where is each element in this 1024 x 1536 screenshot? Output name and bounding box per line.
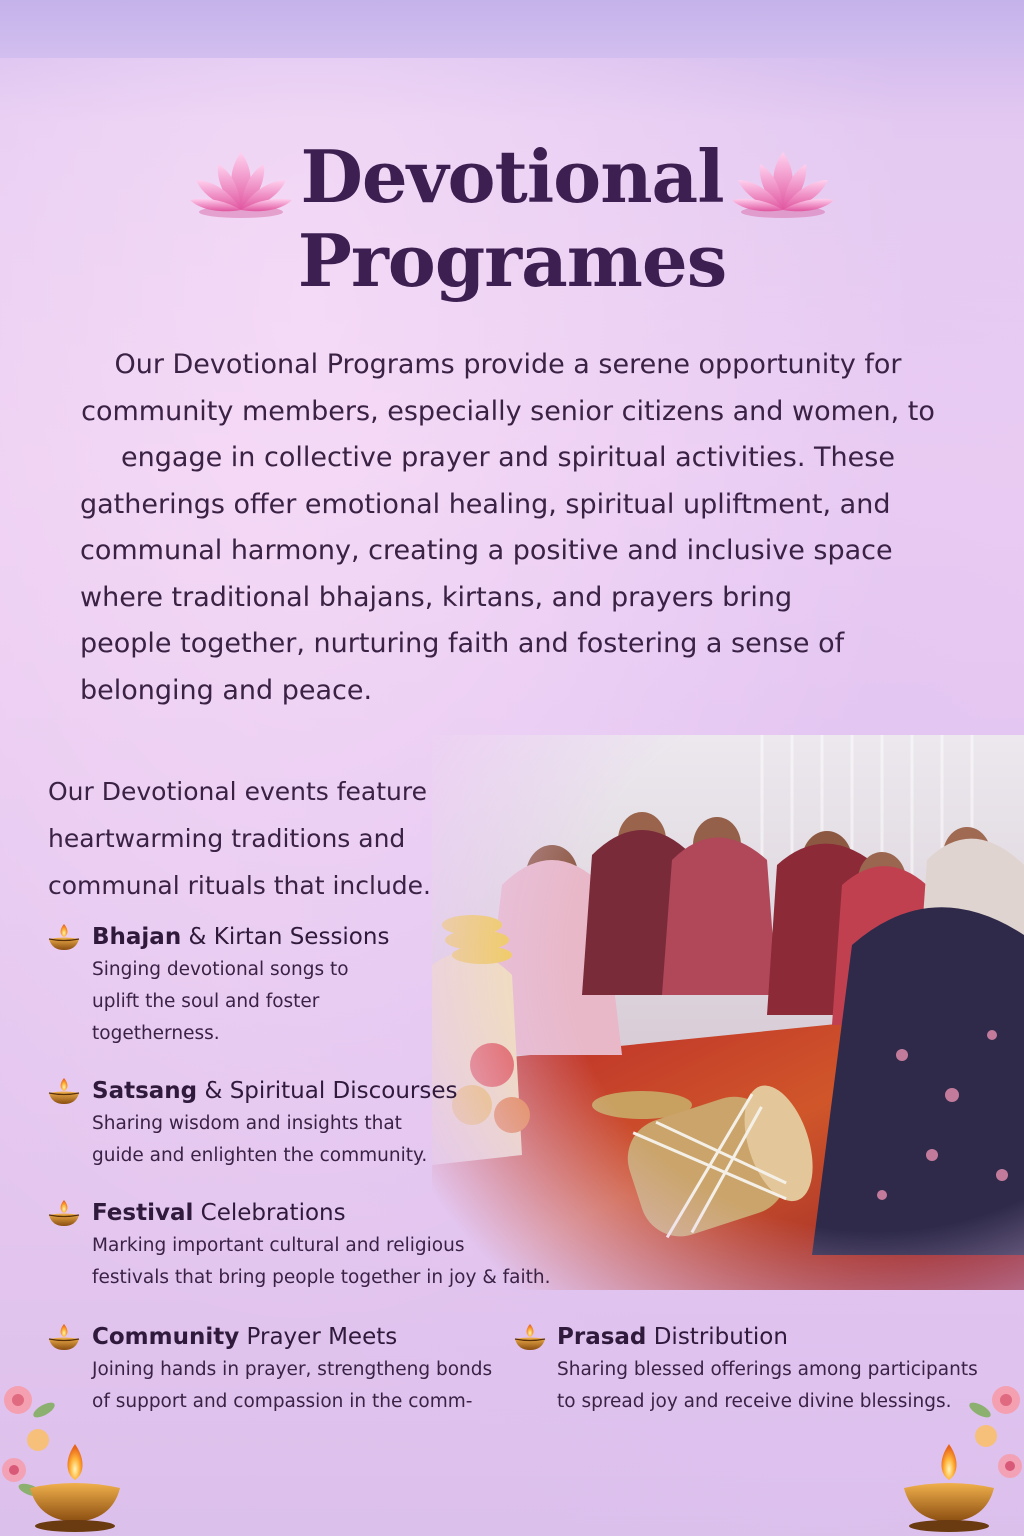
item-title-bold: Satsang: [92, 1078, 198, 1104]
item-desc-line: Joining hands in prayer, strengtheng bonds: [92, 1359, 493, 1380]
item-desc-line: to spread joy and receive divine blessings.: [557, 1391, 952, 1412]
item-title-rest: Celebrations: [193, 1200, 346, 1226]
list-item-community: [92, 1322, 492, 1418]
intro-line: Our Devotional Programs provide a serene opportunity for: [114, 349, 902, 380]
diya-icon: [512, 1322, 548, 1352]
lead-line: heartwarming traditions and: [48, 824, 406, 853]
item-title-bold: Bhajan: [92, 924, 182, 950]
page-title: [0, 135, 1024, 303]
flower-diya-corner-left: [0, 1370, 130, 1536]
intro-line: belonging and peace.: [80, 674, 373, 706]
item-desc-line: Marking important cultural and religious: [92, 1235, 465, 1256]
diya-icon: [46, 1198, 82, 1228]
intro-line: gatherings offer emotional healing, spiritual upliftment, and: [80, 488, 891, 520]
item-title-bold: Festival: [92, 1200, 194, 1226]
item-desc-line: Sharing blessed offerings among participants: [557, 1359, 978, 1380]
item-desc-line: Sharing wisdom and insights that: [92, 1113, 402, 1134]
title-line-2: Programes: [297, 218, 727, 303]
intro-line: engage in collective prayer and spiritual activities. These: [121, 442, 895, 473]
item-title-rest: Prayer Meets: [239, 1324, 398, 1350]
events-lead-text: [48, 768, 468, 909]
title-line-1: Devotional: [300, 134, 724, 219]
intro-line: where traditional bhajans, kirtans, and prayers bring: [80, 581, 793, 613]
intro-line: communal harmony, creating a positive and inclusive space: [80, 535, 893, 566]
lead-line: Our Devotional events feature: [48, 777, 428, 806]
list-item-festival: [92, 1198, 550, 1294]
intro-paragraph: [68, 342, 948, 714]
intro-line: community members, especially senior citizens and women, to: [81, 395, 935, 427]
item-desc-line: uplift the soul and foster: [92, 991, 320, 1012]
item-desc-line: togetherness.: [92, 1023, 220, 1044]
item-title-rest: Distribution: [646, 1324, 788, 1350]
item-title-bold: Prasad: [557, 1324, 647, 1350]
list-item-bhajan: [92, 922, 389, 1050]
item-title-bold: Community: [92, 1324, 240, 1350]
flower-diya-corner-right: [894, 1370, 1024, 1536]
list-item-satsang: [92, 1076, 457, 1172]
diya-icon: [46, 1076, 82, 1106]
item-desc-line: guide and enlighten the community.: [92, 1145, 428, 1166]
diya-icon: [46, 1322, 82, 1352]
item-desc-line: Singing devotional songs to: [92, 959, 349, 980]
intro-line: people together, nurturing faith and fostering a sense of: [80, 628, 845, 659]
top-band: [0, 0, 1024, 58]
item-title-rest: & Kirtan Sessions: [181, 924, 390, 950]
item-title-rest: & Spiritual Discourses: [197, 1078, 458, 1104]
item-desc-line: festivals that bring people together in joy & faith.: [92, 1267, 551, 1288]
item-desc-line: of support and compassion in the comm-: [92, 1391, 473, 1412]
diya-icon: [46, 922, 82, 952]
lead-line: communal rituals that include.: [48, 871, 431, 900]
